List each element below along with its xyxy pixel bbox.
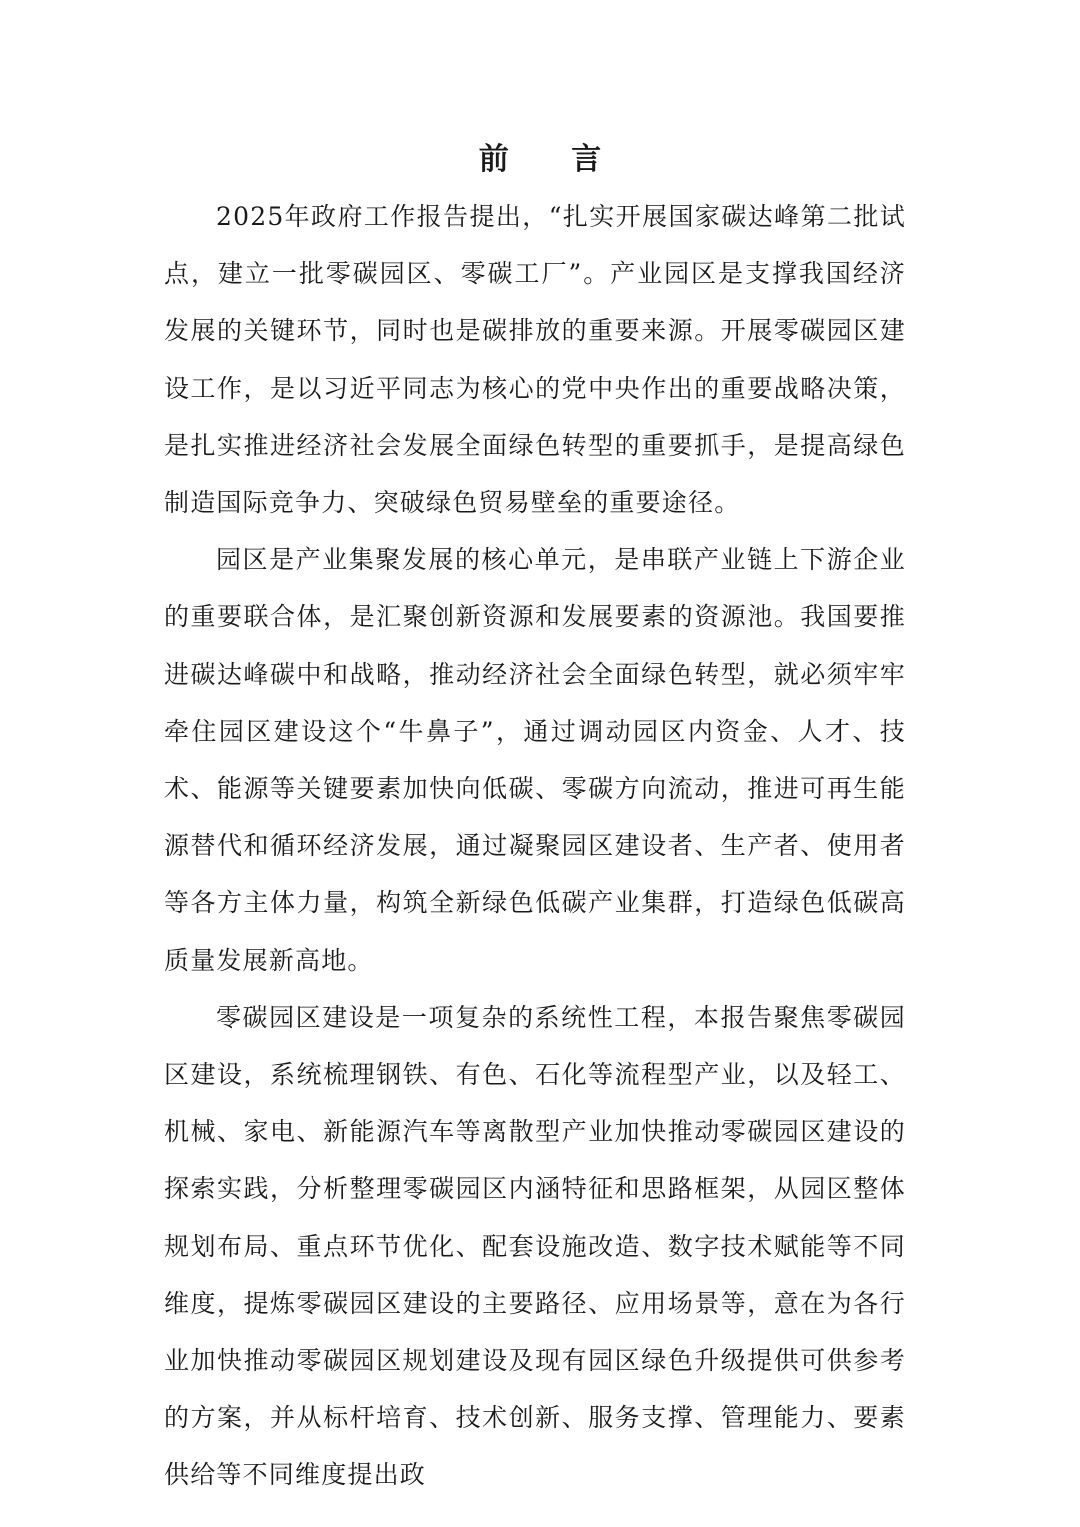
document-body xyxy=(164,188,906,1504)
paragraph-1: 2025年政府工作报告提出，“扎实开展国家碳达峰第二批试点，建立一批零碳园区、零碳工厂”。产业园区是支撑我国经济发展的关键环节，同时也是碳排放的重要来源。开展零碳园区建设工作，是以习近平同志为核心的党中央作出的重要战略决策，是扎实推进经济社会发展全面绿色转型的重要抓手，是提高绿色制造国际竞争力、突破绿色贸易壁垒的重要途径。 xyxy=(164,202,906,518)
page-title: 前 言 xyxy=(478,142,628,177)
paragraph-3: 零碳园区建设是一项复杂的系统性工程，本报告聚焦零碳园区建设，系统梳理钢铁、有色、石化等流程型产业，以及轻工、机械、家电、新能源汽车等离散型产业加快推动零碳园区建设的探索实践，分析整理零碳园区内涵特征和思路框架，从园区整体规划布局、重点环节优化、配套设施改造、数字技术赋能等不同维度，提炼零碳园区建设的主要路径、应用场景等，意在为各行业加快推动零碳园区规划建设及现有园区绿色升级提供可供参考的方案，并从标杆培育、技术创新、服务支撑、管理能力、要素供给等不同维度提出政 xyxy=(164,1002,906,1490)
paragraph-2: 园区是产业集聚发展的核心单元，是串联产业链上下游企业的重要联合体，是汇聚创新资源和发展要素的资源池。我国要推进碳达峰碳中和战略，推动经济社会全面绿色转型，就必须牢牢牵住园区建设这个“牛鼻子”，通过调动园区内资金、人才、技术、能源等关键要素加快向低碳、零碳方向流动，推进可再生能源替代和循环经济发展，通过凝聚园区建设者、生产者、使用者等各方主体力量，构筑全新绿色低碳产业集群，打造绿色低碳高质量发展新高地。 xyxy=(164,545,906,975)
